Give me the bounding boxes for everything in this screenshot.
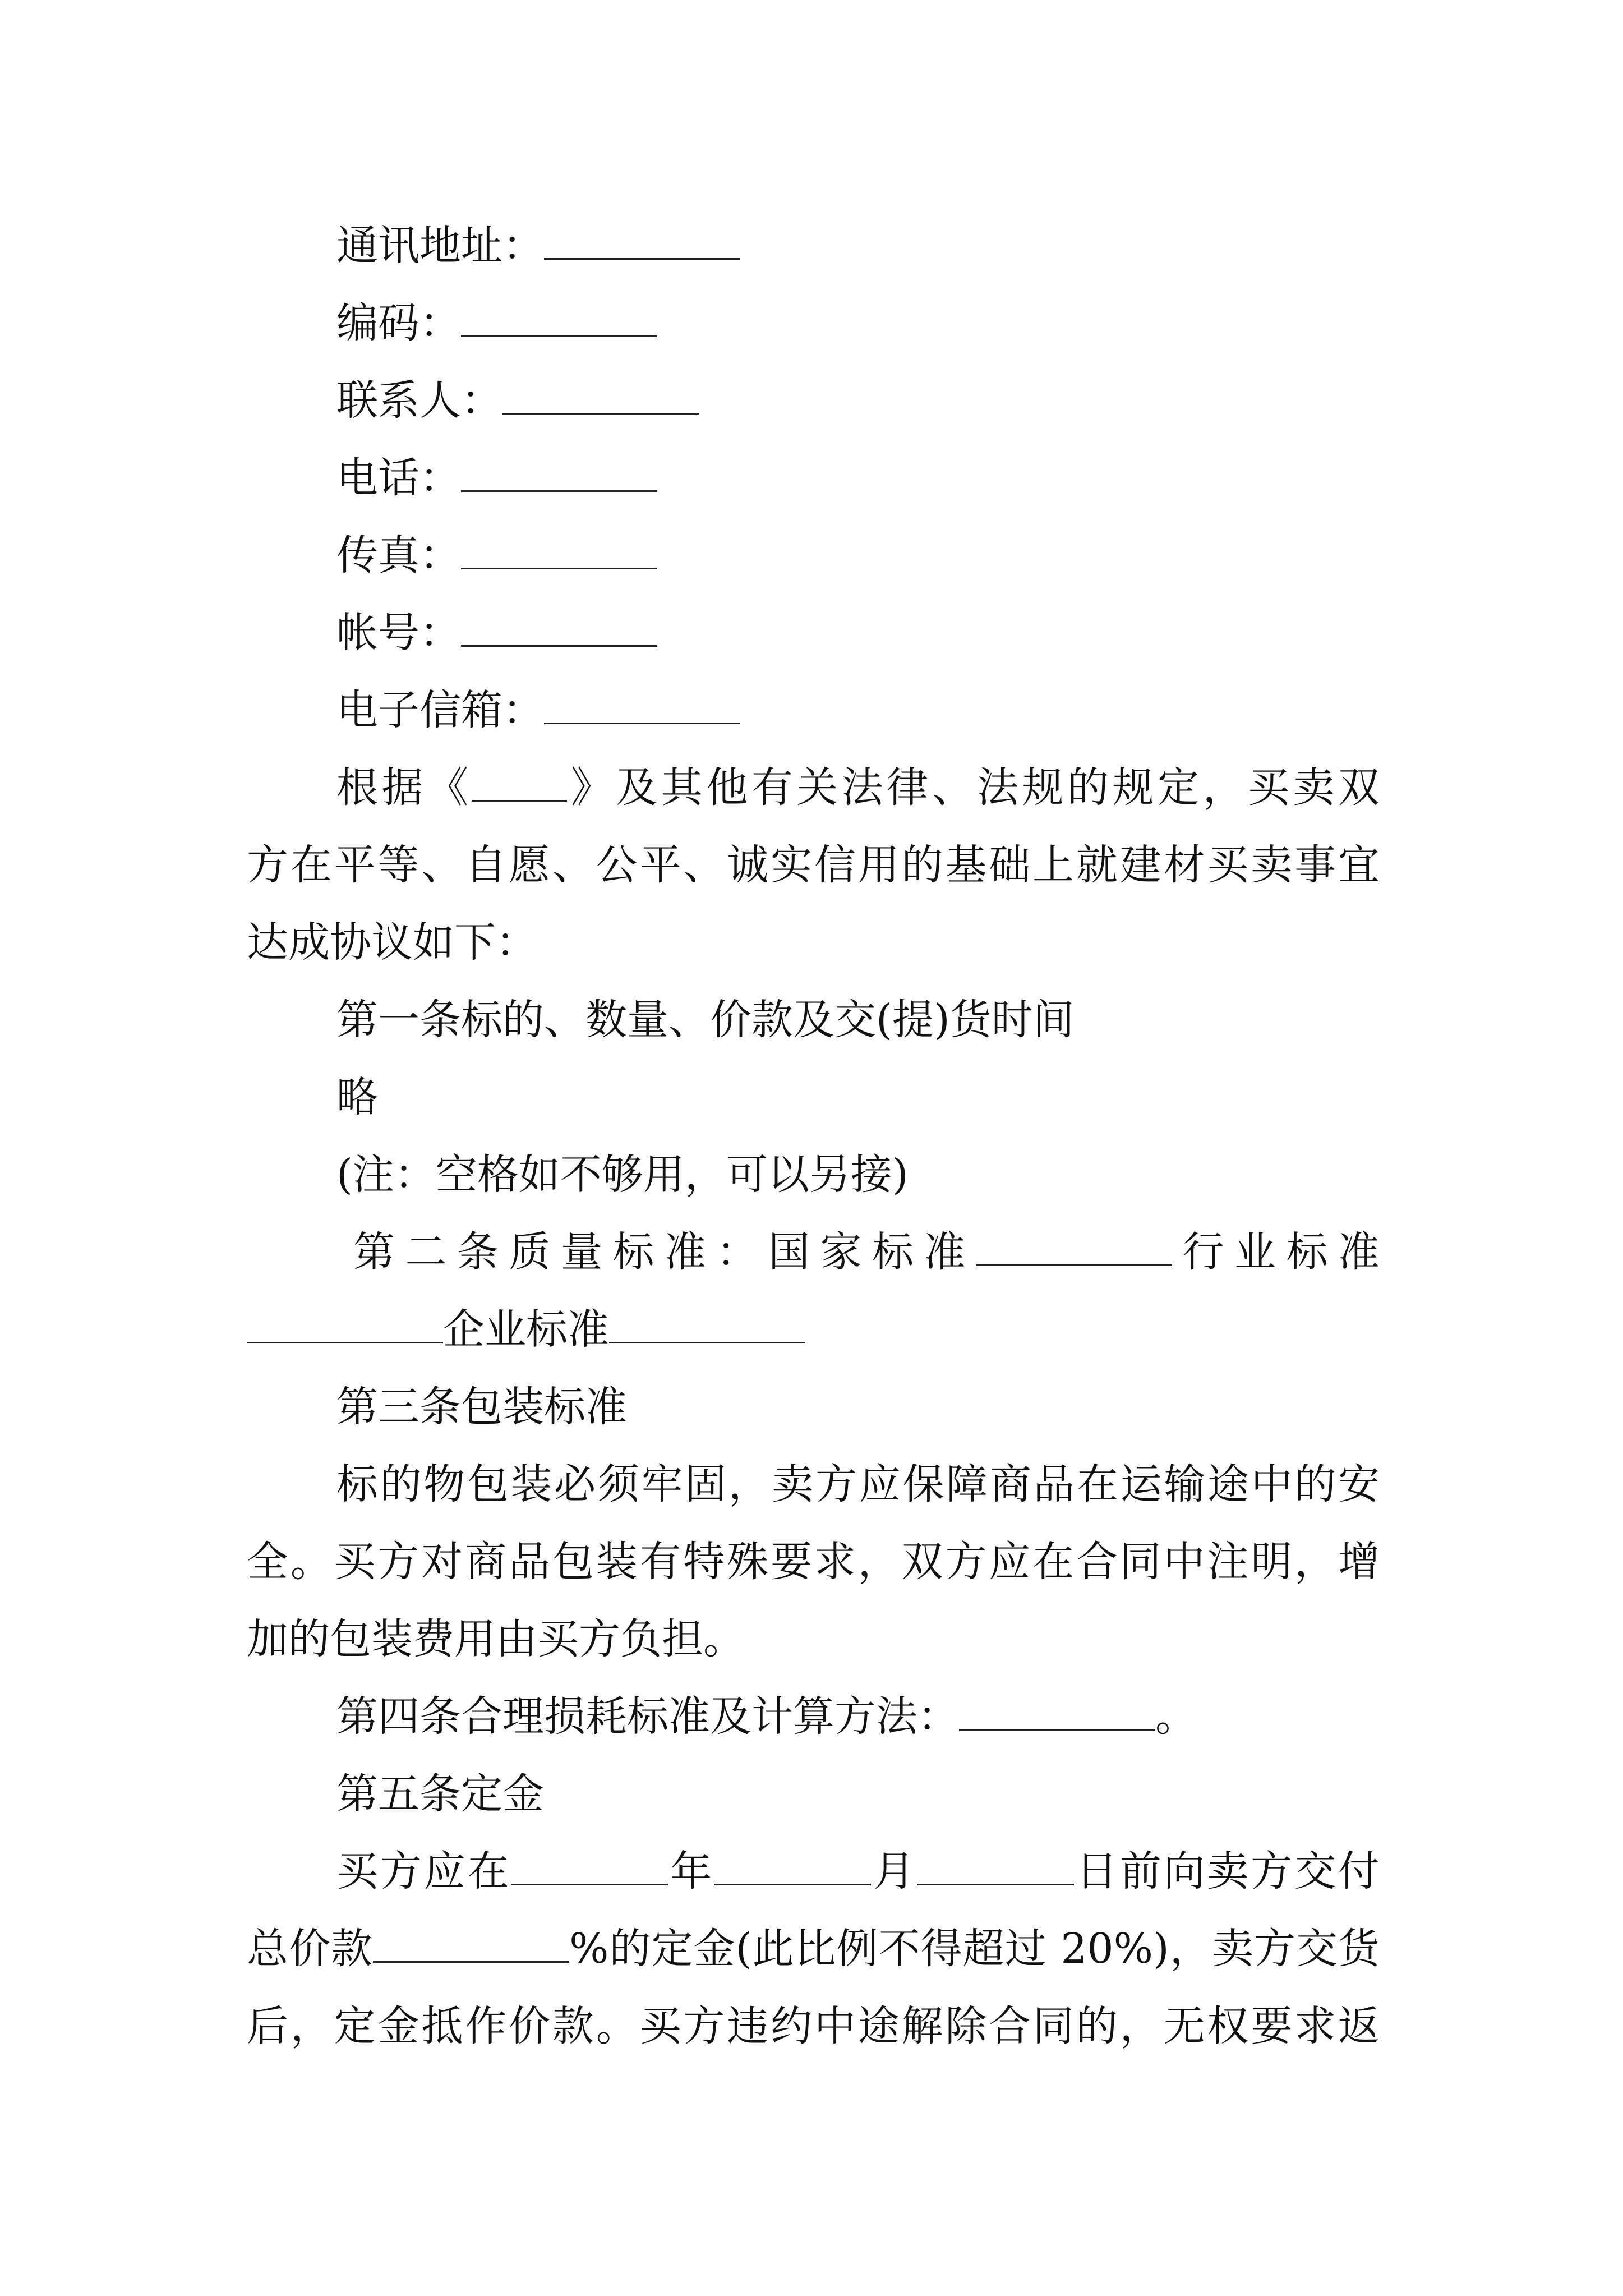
contact-person-line [247, 362, 1380, 439]
law-name-blank[interactable] [472, 767, 567, 802]
article-5-text-d: %的定金(此比例不得超过 20%)，卖方交货 [569, 1925, 1380, 1973]
article-2-title-text: 第二条质量标准：国家标准 [353, 1228, 976, 1276]
article-4-title-text: 第四条合理损耗标准及计算方法： [336, 1692, 959, 1741]
article-1-note [247, 1137, 1380, 1213]
article-2-line-1 [247, 1214, 1380, 1290]
phone-line [247, 440, 1380, 516]
account-label: 帐号： [336, 609, 461, 657]
article-3-line-3 [247, 1601, 1380, 1677]
article-1-title-text: 第一条标的、数量、价款及交(提)货时间 [336, 996, 1075, 1044]
account-blank[interactable] [461, 613, 657, 647]
fax-label: 传真： [336, 531, 461, 579]
article-5-line-2 [247, 1911, 1380, 1987]
email-line [247, 672, 1380, 748]
article-1-content [247, 1059, 1380, 1135]
article-3-text-2: 全。买方对商品包装有特殊要求，双方应在合同中注明，增 [247, 1538, 1380, 1586]
preamble-line-1 [247, 749, 1380, 826]
loss-standard-blank[interactable] [959, 1696, 1155, 1731]
code-label: 编码： [336, 299, 461, 347]
article-5-text-a: 买方应在 [336, 1847, 511, 1895]
preamble-line-2 [247, 827, 1380, 903]
enterprise-standard-label: 企业标准 [443, 1305, 609, 1354]
address-line [247, 208, 1380, 284]
fax-line [247, 517, 1380, 593]
article-3-text-3: 加的包装费用由买方负担。 [247, 1615, 745, 1663]
article-3-line-2 [247, 1524, 1380, 1600]
year-label: 年 [668, 1847, 714, 1895]
deposit-year-blank[interactable] [511, 1851, 668, 1885]
article-5-text-b: 日前向卖方交付 [1073, 1847, 1380, 1895]
email-label: 电子信箱： [336, 686, 544, 734]
article-5-line-3 [247, 1988, 1380, 2064]
preamble-text-2: 方在平等、自愿、公平、诚实信用的基础上就建材买卖事宜 [247, 841, 1380, 889]
article-5-text-e: 后，定金抵作价款。买方违约中途解除合同的，无权要求返 [247, 2002, 1380, 2050]
article-5-text-c: 总价款 [247, 1925, 374, 1973]
article-4-end: 。 [1155, 1692, 1197, 1741]
article-3-text-1: 标的物包装必须牢固，卖方应保障商品在运输途中的安 [336, 1460, 1380, 1508]
preamble-line-3 [247, 904, 1380, 981]
deposit-month-blank[interactable] [714, 1851, 871, 1885]
article-3-line-1 [247, 1446, 1380, 1522]
article-5-line-1 [247, 1833, 1380, 1910]
enterprise-standard-blank[interactable] [609, 1309, 805, 1343]
phone-blank[interactable] [461, 458, 657, 492]
preamble-text-3: 达成协议如下： [247, 918, 537, 967]
address-blank[interactable] [544, 226, 740, 260]
contact-person-label: 联系人： [336, 376, 502, 425]
deposit-day-blank[interactable] [917, 1851, 1074, 1885]
industry-standard-label: 行业标准 [1172, 1228, 1380, 1276]
preamble-text-b: 》及其他有关法律、法规的规定，买卖双 [567, 763, 1380, 812]
article-1-title [247, 982, 1380, 1058]
deposit-percent-blank[interactable] [373, 1929, 569, 1963]
account-line [247, 595, 1380, 671]
address-label: 通讯地址： [336, 222, 544, 270]
fax-blank[interactable] [461, 535, 657, 569]
phone-label: 电话： [336, 454, 461, 502]
article-3-title [247, 1369, 1380, 1445]
email-blank[interactable] [544, 690, 740, 724]
national-standard-blank[interactable] [976, 1232, 1172, 1266]
industry-standard-blank[interactable] [247, 1309, 443, 1343]
preamble-text-a: 根据《 [336, 763, 472, 812]
code-blank[interactable] [461, 303, 657, 337]
article-3-title-text: 第三条包装标准 [336, 1383, 627, 1431]
article-4-line [247, 1678, 1380, 1755]
article-2-line-2 [247, 1291, 1380, 1368]
code-line [247, 285, 1380, 361]
article-1-note-text: (注：空格如不够用，可以另接) [336, 1151, 909, 1199]
month-label: 月 [871, 1847, 917, 1895]
article-5-title [247, 1756, 1380, 1832]
contact-person-blank[interactable] [502, 380, 699, 415]
article-1-content-text: 略 [336, 1073, 378, 1121]
article-5-title-text: 第五条定金 [336, 1770, 544, 1818]
